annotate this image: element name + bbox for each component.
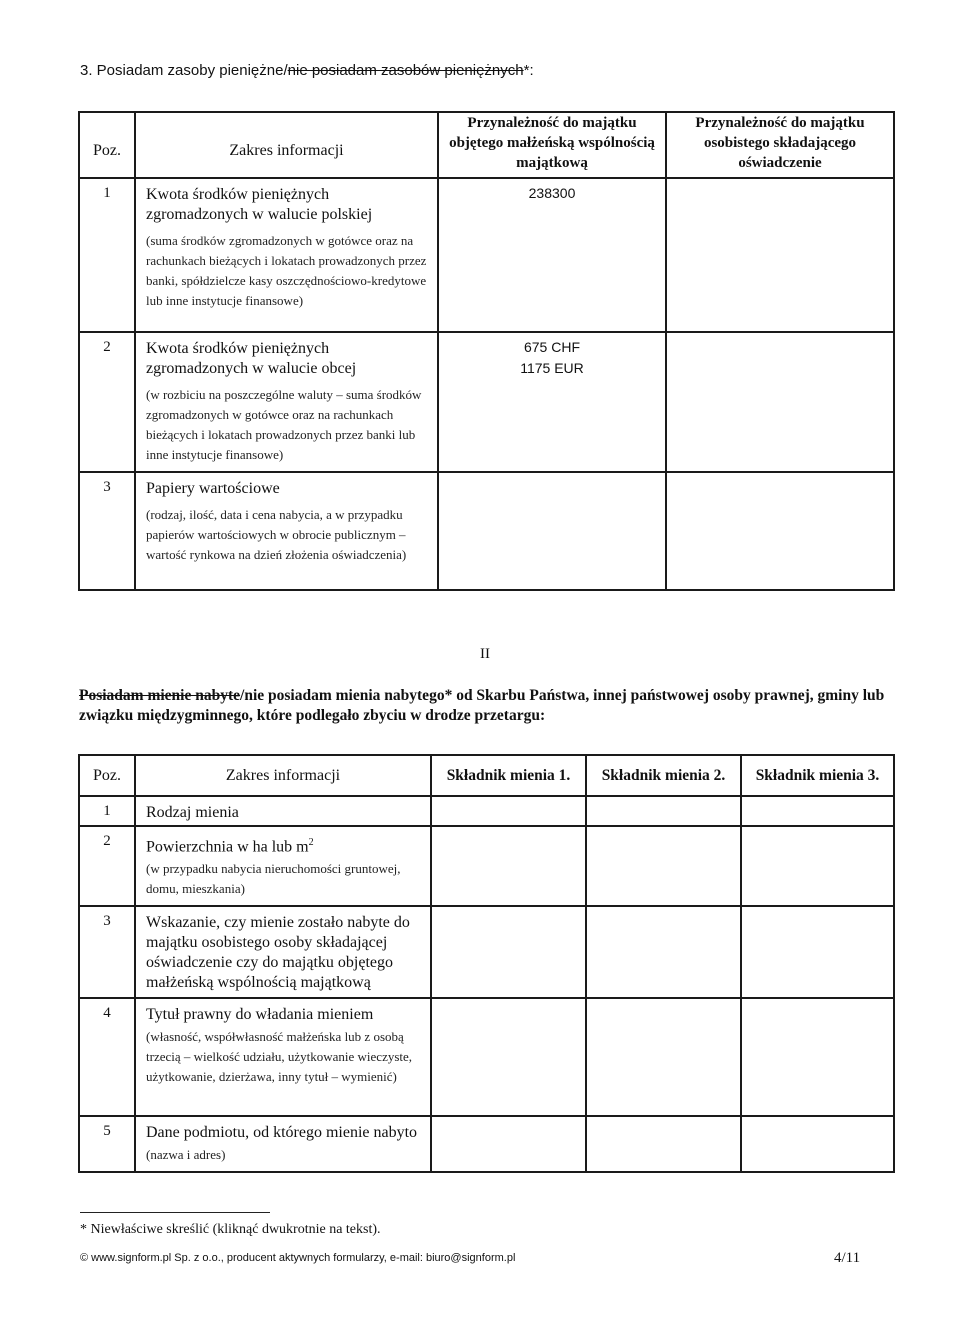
property-cell[interactable]	[586, 1116, 741, 1172]
property-cell[interactable]	[431, 1116, 586, 1172]
footnote-marker: *:	[523, 62, 534, 79]
table-header-row	[79, 755, 894, 796]
row-number: 4	[79, 998, 135, 1116]
row-note: (własność, współwłasność małżeńska lub z osobą trzecią – wielkość udziału, użytkowanie wieczyste, użytkowanie, dzierżawa, inny tytuł – wymienić)	[146, 1029, 413, 1085]
footnote: * Niewłaściwe skreślić (kliknąć dwukrotnie na tekst).	[80, 1222, 381, 1237]
property-cell[interactable]	[431, 906, 586, 998]
property-cell[interactable]	[586, 906, 741, 998]
row-main-text: Kwota środków pieniężnych zgromadzonych w walucie obcej	[146, 340, 357, 377]
header-skladnik-1: Składnik mienia 1.	[431, 755, 586, 796]
section-2-text: /nie posiadam mienia nabytego* od Skarbu Państwa, innej państwowej osoby prawnej, gminy lub związku międzygminnego, które podlegało zbyciu w drodze przetargu:	[79, 687, 885, 724]
row-description	[135, 998, 431, 1116]
struck-option[interactable]: Posiadam mienie nabyte	[79, 687, 241, 704]
header-zakres: Zakres informacji	[135, 755, 431, 796]
table-header-row	[79, 112, 894, 178]
property-cell[interactable]	[586, 796, 741, 826]
section-3-title	[80, 62, 534, 79]
property-cell[interactable]	[741, 1116, 894, 1172]
property-cell[interactable]	[741, 998, 894, 1116]
row-main-text: Tytuł prawny do władania mieniem	[146, 1006, 374, 1024]
header-poz: Poz.	[79, 755, 135, 796]
row-main-text: Wskazanie, czy mienie zostało nabyte do majątku osobistego osoby składającej oświadczenie czy do majątku objętego małżeńską wspólnością majątkową	[146, 914, 410, 992]
row-description	[135, 178, 438, 332]
row-description	[135, 1116, 431, 1172]
table-row	[79, 332, 894, 472]
row-main-label: Powierzchnia w ha lub m	[146, 838, 309, 856]
property-cell[interactable]	[586, 826, 741, 906]
page-number: 4/11	[834, 1250, 861, 1266]
property-cell[interactable]	[741, 796, 894, 826]
row-number: 5	[79, 1116, 135, 1172]
header-skladnik-3: Składnik mienia 3.	[741, 755, 894, 796]
footnote-divider	[80, 1212, 270, 1213]
property-cell[interactable]	[741, 826, 894, 906]
row-description	[135, 796, 431, 826]
superscript: 2	[308, 837, 314, 848]
row-number: 1	[79, 796, 135, 826]
table-row	[79, 826, 894, 906]
section-3-title-text: 3. Posiadam zasoby pieniężne/	[80, 62, 288, 79]
property-cell[interactable]	[741, 906, 894, 998]
table-row	[79, 178, 894, 332]
row-note: (w przypadku nabycia nieruchomości gruntowej, domu, mieszkania)	[146, 861, 401, 897]
row-main-text: Kwota środków pieniężnych zgromadzonych w walucie polskiej	[146, 186, 373, 223]
cash-resources-table	[78, 111, 895, 591]
property-cell[interactable]	[431, 998, 586, 1116]
acquired-property-table	[78, 754, 895, 1173]
header-wspolnosc: Przynależność do majątku objętego małżeńską wspólnością majątkową	[438, 112, 666, 178]
value-cell-osobisty[interactable]	[666, 178, 894, 332]
row-note: (suma środków zgromadzonych w gotówce oraz na rachunkach bieżących i lokatach prowadzonych przez banki, spółdzielcze kasy oszczędnościowo-kredytowe lub inne instytucje finansowe)	[146, 233, 427, 308]
row-note: (w rozbiciu na poszczególne waluty – suma środków zgromadzonych w gotówce oraz na rachunkach bieżących i lokatach prowadzonych przez banki lub inne instytucje finansowe)	[146, 387, 422, 462]
value-cell-wspolnosc[interactable]	[438, 472, 666, 590]
section-2-statement	[79, 686, 894, 726]
row-number: 3	[79, 472, 135, 590]
value-cell-osobisty[interactable]	[666, 332, 894, 472]
row-description	[135, 906, 431, 998]
section-roman-numeral: II	[480, 646, 490, 662]
row-number: 1	[79, 178, 135, 332]
table-row	[79, 998, 894, 1116]
value-line: 1175 EUR	[520, 360, 584, 376]
table-row	[79, 1116, 894, 1172]
row-description	[135, 472, 438, 590]
row-number: 2	[79, 332, 135, 472]
header-skladnik-2: Składnik mienia 2.	[586, 755, 741, 796]
value-line: 238300	[528, 185, 576, 201]
row-note: (nazwa i adres)	[146, 1147, 226, 1163]
property-cell[interactable]	[431, 826, 586, 906]
row-main-text: Papiery wartościowe	[146, 480, 280, 497]
row-main-text: Dane podmiotu, od którego mienie nabyto	[146, 1124, 418, 1142]
value-cell-osobisty[interactable]	[666, 472, 894, 590]
table-row	[79, 906, 894, 998]
row-note: (rodzaj, ilość, data i cena nabycia, a w przypadku papierów wartościowych w obrocie publicznym – wartość rynkowa na dzień złożenia oświadczenia)	[146, 507, 407, 562]
header-poz: Poz.	[79, 112, 135, 178]
row-number: 2	[79, 826, 135, 906]
row-number: 3	[79, 906, 135, 998]
value-cell-wspolnosc[interactable]	[438, 332, 666, 472]
row-main-text: Rodzaj mienia	[146, 804, 239, 821]
property-cell[interactable]	[586, 998, 741, 1116]
property-cell[interactable]	[431, 796, 586, 826]
value-line: 675 CHF	[523, 339, 581, 355]
struck-option[interactable]: nie posiadam zasobów pieniężnych	[287, 62, 524, 79]
copyright-line: © www.signform.pl Sp. z o.o., producent aktywnych formularzy, e-mail: biuro@signform.pl	[80, 1252, 516, 1264]
table-row	[79, 472, 894, 590]
header-osobisty: Przynależność do majątku osobistego składającego oświadczenie	[666, 112, 894, 178]
row-description	[135, 826, 431, 906]
table-row	[79, 796, 894, 826]
header-zakres: Zakres informacji	[135, 112, 438, 178]
row-description	[135, 332, 438, 472]
value-cell-wspolnosc[interactable]	[438, 178, 666, 332]
row-main-text	[136, 827, 430, 857]
